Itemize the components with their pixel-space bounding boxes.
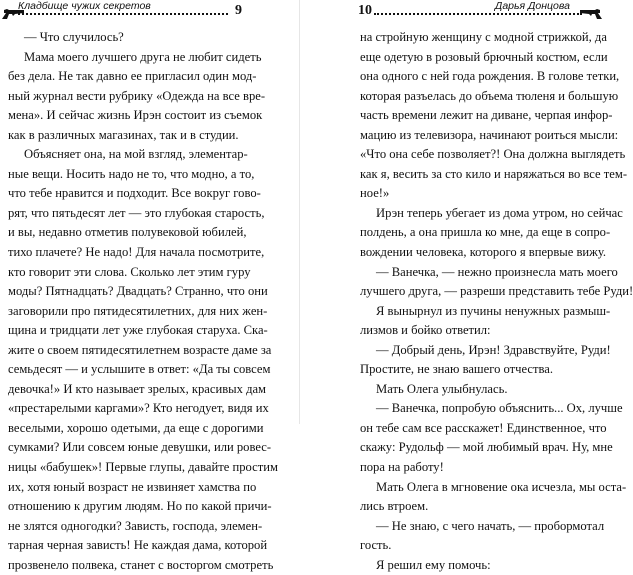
- text-line: Я решил ему помочь:: [376, 557, 491, 572]
- text-line: «престарелыми каргами»? Кто негодует, видя их: [8, 401, 269, 416]
- text-line: рят, что пятьдесят лет — это глубокая старость,: [8, 205, 265, 220]
- text-line: Простите, не знаю вашего отчества.: [360, 362, 554, 377]
- text-line: Ирэн теперь убегает из дома утром, но сейчас: [376, 205, 623, 220]
- text-line: ный журнал вести рубрику «Одежда на все вре-: [8, 88, 266, 103]
- text-line: тарная черная зависть! Не каждая дама, которой: [8, 538, 268, 553]
- left-page: [0, 0, 299, 572]
- text-line: мена». И сейчас жизнь Ирэн состоит из съемок: [8, 108, 263, 123]
- page-number: 9: [235, 3, 242, 18]
- text-line: лись втроем.: [360, 499, 429, 514]
- text-line: Мать Олега в мгновение ока исчезла, мы оста-: [376, 479, 627, 494]
- text-line: без дела. Не так давно ее пригласил один мод-: [8, 69, 257, 84]
- dotted-rule: [374, 13, 582, 15]
- text-line: — Не знаю, с чего начать, — пробормотал: [376, 518, 605, 533]
- text-line: ное!»: [360, 186, 390, 201]
- running-title: Кладбище чужих секретов: [18, 0, 151, 12]
- text-line: лизмов и бойко ответил:: [360, 323, 491, 338]
- text-line: тихо плачете? Не надо! Для начала посмотрите,: [8, 245, 265, 260]
- text-line: — Добрый день, Ирэн! Здравствуйте, Руди!: [376, 342, 611, 357]
- right-page-header: [358, 0, 596, 20]
- text-line: часть времени лежит на диване, черпая инфор-: [360, 108, 613, 123]
- text-line: сумками? Или совсем юные девушки, или ровес-: [8, 440, 272, 455]
- page-number: 10: [358, 3, 372, 18]
- text-line: — Ванечка, — нежно произнесла мать моего: [376, 264, 618, 279]
- text-line: — Ванечка, попробую объяснить... Ох, лучше: [376, 401, 623, 416]
- text-line: Мать Олега улыбнулась.: [376, 381, 508, 396]
- text-line: Мама моего лучшего друга не любит сидеть: [24, 49, 262, 64]
- text-line: как в различных магазинах, так и в студии.: [8, 127, 239, 142]
- text-line: отношению к другим людям. Но по какой причи-: [8, 499, 272, 514]
- text-line: веселыми, хорошо одетыми, да еще с дорогими: [8, 420, 264, 435]
- text-line: гость.: [360, 538, 392, 553]
- text-line: как я, весить за сто кило и наряжаться во все тем-: [360, 166, 628, 181]
- text-line: на стройную женщину с модной стрижкой, да: [360, 30, 607, 44]
- text-line: она одного с ней года рождения. В голове тетки,: [360, 69, 620, 84]
- text-line: прозвенело полвека, станет с восторгом смотреть: [8, 557, 274, 572]
- text-line: ные вещи. Носить надо не то, что модно, а то,: [8, 166, 255, 181]
- text-line: скажу: Рудольф — мой любимый врач. Ну, мне: [360, 440, 613, 455]
- text-line: «Что она себе позволяет?! Она должна выглядеть: [360, 147, 626, 162]
- text-line: лучшего друга, — разреши представить тебе Руди!: [360, 284, 633, 299]
- text-line: заговорили про пятидесятилетних, для них жен-: [8, 303, 268, 318]
- running-title: Дарья Донцова: [494, 0, 570, 12]
- left-page-header: [6, 0, 242, 20]
- text-line: Объясняет она, на мой взгляд, элементар-: [24, 147, 248, 162]
- dotted-rule: [18, 13, 228, 15]
- text-line: моды? Пятнадцать? Двадцать? Странно, что они: [8, 284, 268, 299]
- text-line: семьдесят — и услышите в ответ: «Да ты совсем: [8, 362, 271, 377]
- text-line: девочка!» И кто называет зрелых, красивых дам: [8, 381, 267, 396]
- page-body: [8, 28, 278, 575]
- text-line: что тебе нравится и подходит. Все вокруг гово-: [8, 186, 261, 201]
- text-line: пора на работу!: [360, 460, 444, 475]
- right-page: [300, 0, 633, 572]
- text-line: жите о своем пятидесятилетнем возрасте даме за: [8, 342, 272, 357]
- text-line: которая разъелась до объема тюленя и большую: [360, 88, 619, 103]
- text-line: ницы «бабушек»! Первые глупы, давайте простим: [8, 460, 278, 475]
- text-line: еще одетую в розовый брючный костюм, если: [360, 49, 608, 64]
- pistol-icon: [580, 9, 602, 19]
- text-line: их, хотя юный возраст не извиняет хамства по: [8, 479, 257, 494]
- text-line: щина и тридцати лет уже глубокая старуха. Ска-: [8, 323, 268, 338]
- text-line: и вы, недавно отметив полувековой юбилей,: [8, 225, 247, 240]
- text-line: не злятся одногодки? Зависть, господа, элемен-: [8, 518, 263, 533]
- text-line: вождении человека, которого я впервые вижу.: [360, 245, 607, 260]
- page-body: [360, 28, 633, 575]
- text-line: кто говорит эти слова. Сколько лет этим гуру: [8, 264, 251, 279]
- text-line: полдень, а она пришла ко мне, да еще в сопро-: [360, 225, 611, 240]
- text-line: — Что случилось?: [24, 30, 124, 44]
- text-line: Я вынырнул из пучины ненужных размыш-: [376, 303, 611, 318]
- text-line: он тебе сам все расскажет! Единственное, что: [360, 420, 607, 435]
- text-line: мацию из телевизора, начинают роиться мысли:: [360, 127, 619, 142]
